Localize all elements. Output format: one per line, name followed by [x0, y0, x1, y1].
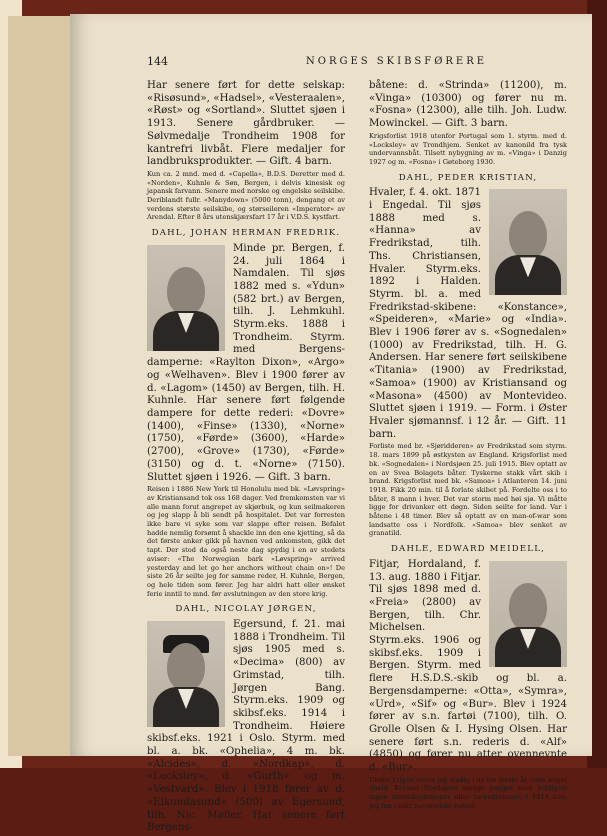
entry-name-dahle-edward: DAHLE, EDWARD MEIDELL, [390, 544, 546, 555]
entry-name-dahl-peder: DAHL, PEDER KRISTIAN, [398, 172, 538, 183]
portrait-dahle-edward [489, 561, 567, 667]
book-page [70, 14, 592, 834]
portrait-head [167, 267, 205, 315]
portrait-head [509, 583, 547, 631]
portrait-head [167, 643, 205, 691]
right-intro-note: Krigsforlist 1918 utenfor Portugal som 1. styrm. med d. «Locksley» av Trondhjem. Senket av kanonild fra tysk undervannsbåt. Tilsett nybygning av m. «Vinga» i Danzig 1927 og m. «Fosna» i Gøteborg 1930. [369, 131, 567, 166]
entry-note-dahl-johan: Reisen i 1886 New York til Honolulu med bk. «Løvspring» av Kristiansand tok oss 168 dager. Ved fremkomsten var vi alle mann forut angrepet av skjørbuk, og kun seilmakeren og jeg slapp å bli sendt på hospitalet. Det var forresten ikke bare vi syke som var slappe efter reisen. Befalet hadde nemlig forsømt å shackle inn den ene kjetting, så da det første anker gikk på havnen ved ankomsten, gikk det tapt. Der stod da også neste dag spydig i en av stedets aviser: «The Norwegian bark «Løvspring» arrived yesterday and let go her anchors without chain on»! De siste 26 år seilte jeg for samme reder, H. Kuhnle, Bergen, og hele tiden som fører. Jeg har aldri hatt eller ønsket ferie inntil to mnd. før avslutningen av den store krig. [147, 485, 345, 598]
portrait-dahl-nicolay [147, 621, 225, 727]
entry-text-dahl-peder: Hvaler, f. 4. okt. 1871 i Engedal. Til sjøs 1888 med s. «Hanna» av Fredrikstad, tilh. Ths. Christiansen, Hvaler. Styrm.eks. 1892 i Halden. Styrm. bl. a. med Fredrikstad-skibene: «Konstance», «Speideren», «Marie» og «India». Blev i 1906 fører av s. «Sognedalen» (1000) av Fredrikstad, tilh. H. G. Andersen. Har senere ført seilskibene «Titania» (1900) av Fredrikstad, «Samoa» (1900) av Kristiansand og «Masona» (4500) av Montevideo. Sluttet sjøen i 1919. — Form. i Øster Hvaler sjømannsf. i 12 år. — Gift. 11 barn. [369, 187, 567, 440]
entry-name-dahl-nicolay: DAHL, NICOLAY JØRGEN, [175, 604, 317, 615]
right-column [369, 80, 567, 812]
portrait-dahl-peder [489, 189, 567, 295]
left-intro-note: Kun ca. 2 mnd. med d. «Capella», B.D.S. Deretter med d. «Norden», Kuhnle & Søn, Bergen, i delvis kinesisk og japansk farvann. Senere med norske og engelske seilskibe. Deriblandt fullr. «Manydown» (5000 tonn), dengang et av verdens største seilskibe, og størseileren «Imperator» av Arendal. Efter 8 års utenskjærsfart 17 år i V.D.S. kystfart. [147, 169, 345, 222]
entry-note-dahle-edward: Under krigen reiste jeg stadig i de tre første år, uten noget uheld. Krysset Nordsjøen mange ganger, men heldigvis ingen mineeksplosjoner eller torpederinger. I 1914 kom jeg inn i mitt nuværende rederi. [369, 775, 567, 810]
page-header [70, 55, 592, 69]
entry-text-dahl-nicolay: Egersund, f. 21. mai 1888 i Trondheim. Til sjøs 1905 med s. «Decima» (800) av Grimstad, tilh. Jørgen Bang. Styrm.eks. 1909 og skibsf.eks. 1914 i Trondheim. Høiere skibsf.eks. 1921 i Oslo. Styrm. med bl. a. bk. «Ophelia», 4 m. bk. «Alcides», d. «Nordkap», d. «Locksley», d. «Gurth» og m. «Vestvard». Blev i 1918 fører av d. «Eikundasund» (500) av Egersund, tilh. Nic. Møller. Har senere ført Bergens- [147, 619, 345, 834]
portrait-head [509, 211, 547, 259]
page-number: 144 [147, 55, 168, 68]
entry-text-dahl-johan: Minde pr. Bergen, f. 24. juli 1864 i Namdalen. Til sjøs 1882 med s. «Ydun» (582 brt.) av Bergen, tilh. J. Lehmkuhl. Styrm.eks. 1888 i Trondheim. Styrm. med Bergens-damperne: «Raylton Dixon», «Argo» og «Welhaven». Blev i 1900 fører av d. «Lagom» (1450) av Bergen, tilh. H. Kuhnle. Har senere ført følgende dampere for dette rederi: «Dovre» (1400), «Finse» (1330), «Norne» (1750), «Førde» (3600), «Harde» (2700), «Grove» (1730), «Førde» (3150) og d. t. «Norne» (7150). Sluttet sjøen i 1926. — Gift. 3 barn. [147, 242, 345, 483]
left-column [147, 80, 345, 836]
left-intro-text: Har senere ført for dette selskap: «Risøsund», «Hadsel», «Vesteraalen», «Røst» og «Sortland». Sluttet sjøen i 1913. Senere gårdbruker. — Sølvmedalje Trondheim 1908 for kantrefri livbåt. Flere medaljer for landbruksprodukter. — Gift. 4 barn. [147, 80, 345, 168]
entry-name-dahl-johan: DAHL, JOHAN HERMAN FREDRIK. [151, 228, 341, 239]
portrait-dahl-johan [147, 245, 225, 351]
entry-note-dahl-peder: Forliste med br. «Sjøridderen» av Fredrikstad som styrm. 18. mars 1899 på østkysten av England. Krigsforlist med bk. «Sognedalen» i Nordsjøen 25. juli 1915. Blev optatt av en av Svea Bolagets båter. Tyskerne stakk vårt skib i brand. Krigsforlist med bk. «Samoa» i Atlanteren 14. juni 1918. Fikk 20 min. til å forlate skibet på. Fordelte oss i to båter, 8 mann i hver. Det var storm med høi sjø. Vi måtte ligge for drivanker ett døgn. Siden seilte for land. Var i båtene i 48 timer. Blev så optatt av en man-of-war som landsatte oss i Nordfolk. «Samoa» blev senket av granatild. [369, 442, 567, 538]
page-stack-inner [8, 16, 73, 756]
running-title: NORGES SKIBSFØRERE [306, 56, 488, 67]
entry-text-dahle-edward: Fitjar, Hordaland, f. 13. aug. 1880 i Fitjar. Til sjøs 1898 med d. «Freia» (2800) av Bergen, tilh. Chr. Michelsen. Styrm.eks. 1906 og skibsf.eks. 1909 i Bergen. Styrm. med flere H.S.D.S.-skib og bl. a. Bergensdamperne: «Otta», «Symra», «Urd», «Sif» og «Bur». Blev i 1924 fører av s.n. fartøi (7100), tilh. O. Grolle Olsen & I. Hysing Olsen. Har senere ført s.n. rederis d. «Alf» (4850) og fører nu atter ovennevnte d. «Bur». [369, 558, 567, 774]
right-intro-text: båtene: d. «Strinda» (11200), m. «Vinga» (10300) og fører nu m. «Fosna» (12300), alle tilh. Joh. Ludw. Mowinckel. — Gift. 3 barn. [369, 80, 567, 130]
